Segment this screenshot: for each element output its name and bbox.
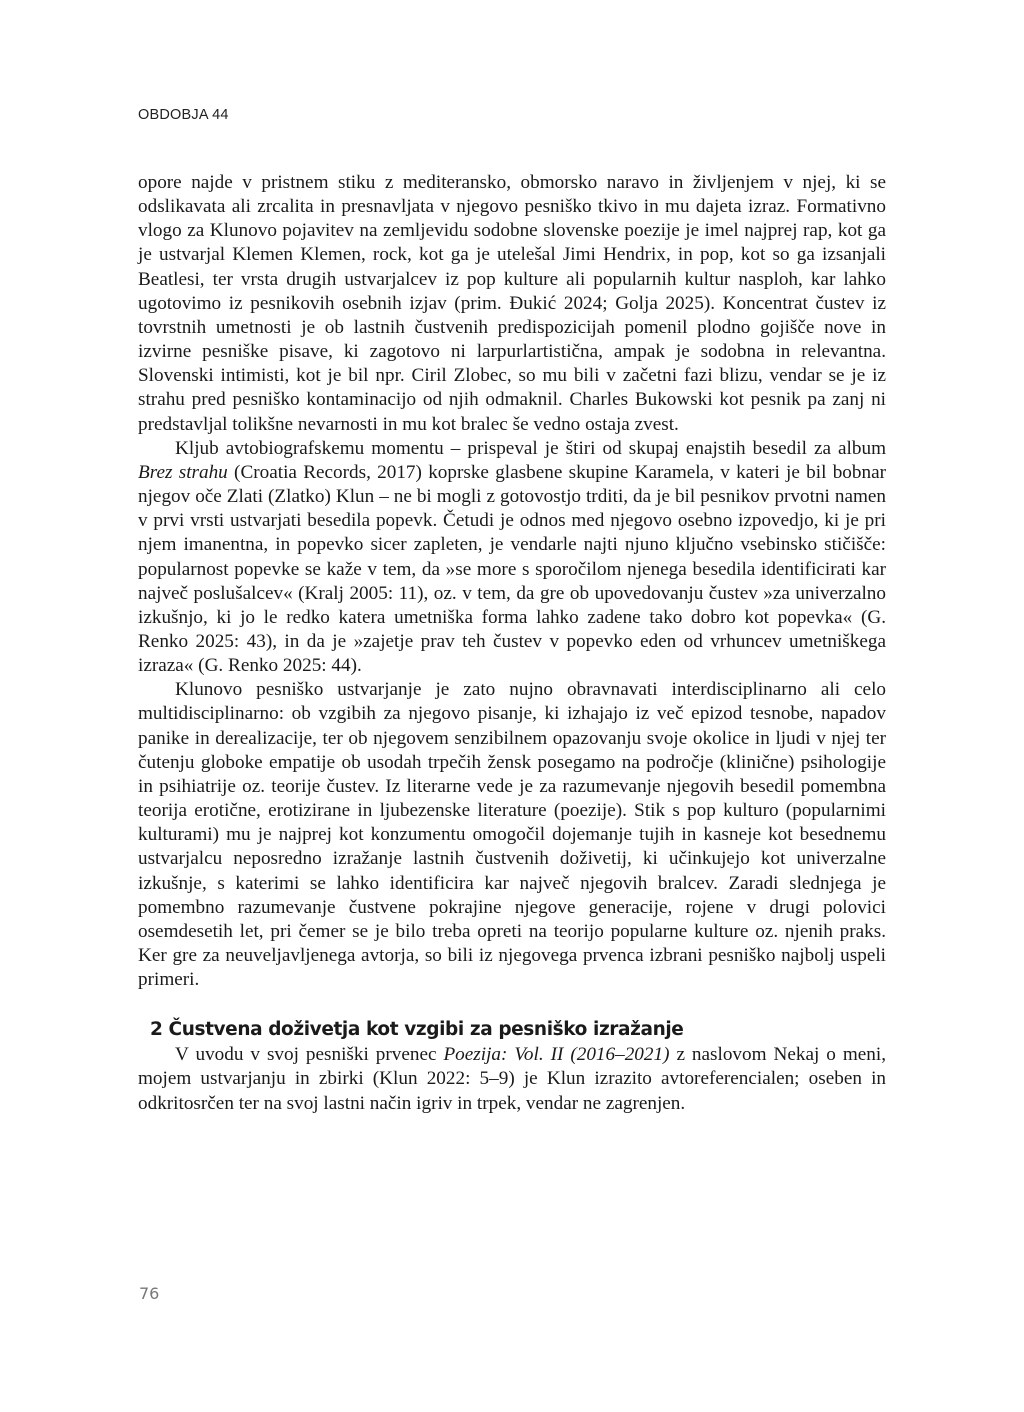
body-text	[138, 171, 886, 1116]
album-title: Brez strahu	[138, 461, 228, 483]
paragraph: Klunovo pesniško ustvarjanje je zato nujno obravnavati interdisciplinarno ali celo multidisciplinarno: ob vzgibih za njegovo pisanje, ki izhajajo iz več epizod tesnobe, napadov panike in derealizacije, ter ob njegovem senzibilnem opazovanju svoje okolice in ljudi v njej ter čutenju globoke empatije ob usodah trpečih žensk posegamo na področje (klinične) psihologije in psihiatrije oz. teorije čustev. Iz literarne vede je za razumevanje njegovih besedil pomembna teorija erotične, erotizirane in ljubezenske literature (poezije). Stik s pop kulturo (popularnimi kulturami) mu je najprej kot konzumentu omogočil dojemanje tujih in kasneje kot besednemu ustvarjalcu neposredno izražanje lastnih čustvenih doživetij, ki učinkujejo kot univerzalne izkušnje, s katerimi se lahko identificira kar največ njegovih bralcev. Zaradi slednjega je pomembno razumevanje čustvene pokrajine njegove generacije, rojene v drugi polovici osemdesetih let, pri čemer se je bilo treba opreti na teorijo popularne kulture oz. njenih praks. Ker gre za neuveljavljenega avtorja, so bili iz njegovega prvenca izbrani pesniško najbolj uspeli primeri.	[138, 679, 886, 991]
paragraph-text: z naslovom Nekaj o meni, mojem ustvarjanju in zbirki (Klun 2022: 5–9) je Klun izrazito avtoreferencialen; oseben in odkritosrčen ter na svoj lastni način igriv in trpek, vendar ne zagrenjen.	[138, 1044, 886, 1114]
paragraph-text: Kljub avtobiografskemu momentu – prispeval je štiri od skupaj enajstih besedil za album	[175, 437, 886, 459]
paragraph	[138, 437, 886, 679]
running-head: OBDOBJA 44	[138, 107, 229, 123]
paragraph-text: V uvodu v svoj pesniški prvenec	[175, 1044, 444, 1066]
book-title: Poezija: Vol. II (2016–2021)	[443, 1044, 670, 1066]
paragraph: opore najde v pristnem stiku z mediteransko, obmorsko naravo in življenjem v njej, ki se odslikavata ali zrcalita in presnavljata v njegovo pesniško tkivo in mu dajeta izraz. Formativno vlogo za Klunovo pojavitev na zemljevidu sodobne slovenske poezije je imel najprej rap, kot ga je ustvarjal Klemen Klemen, rock, kot ga je utelešal Jimi Hendrix, in pop, kot so ga izsanjali Beatlesi, ter vrsta drugih ustvarjalcev iz pop kulture ali popularnih kultur nasploh, kar lahko ugotovimo iz pesnikovih osebnih izjav (prim. Đukić 2024; Golja 2025). Koncentrat čustev iz tovrstnih umetnosti je ob lastnih čustvenih predispozicijah pomenil plodno gojišče nove in izvirne pesniške pisave, ki zagotovo ni larpurlartistična, ampak je sodobna in relevantna. Slovenski intimisti, kot je bil npr. Ciril Zlobec, so mu bili v začetni fazi blizu, vendar se je iz strahu pred pesniško kontaminacijo od njih odmaknil. Charles Bukowski kot pesnik pa zanj ni predstavljal tolikšne nevarnosti in mu kot bralec še vedno ostaja zvest.	[138, 172, 886, 435]
paragraph-text: (Croatia Records, 2017) koprske glasbene skupine Karamela, v kateri je bil bobnar njegov oče Zlati (Zlatko) Klun – ne bi mogli z gotovostjo trditi, da je bil pesnikov prvotni namen v prvi vrsti ustvarjati besedila popevk. Četudi je odnos med njegovo osebno izpovedjo, ki je pri njem imanentna, in popevko sicer zapleten, je vendarle najti njuno ključno vsebinsko stičišče: popularnost popevke se kaže v tem, da »se more s sporočilom njenega besedila identificirati kar največ poslušalcev« (Kralj 2005: 11), oz. v tem, da gre ob upovedovanju čustev »za univerzalno izkušnjo, ki jo le redko katera umetniška forma lahko zadene tako dobro kot popevka« (G. Renko 2025: 43), in da je »zajetje prav teh čustev v popevko eden od vrhuncev umetniškega izraza« (G. Renko 2025: 44).	[138, 461, 886, 677]
section-heading: 2 Čustvena doživetja kot vzgibi za pesniško izražanje	[150, 1019, 684, 1041]
paragraph	[138, 1043, 886, 1115]
page-number: 76	[139, 1284, 160, 1303]
